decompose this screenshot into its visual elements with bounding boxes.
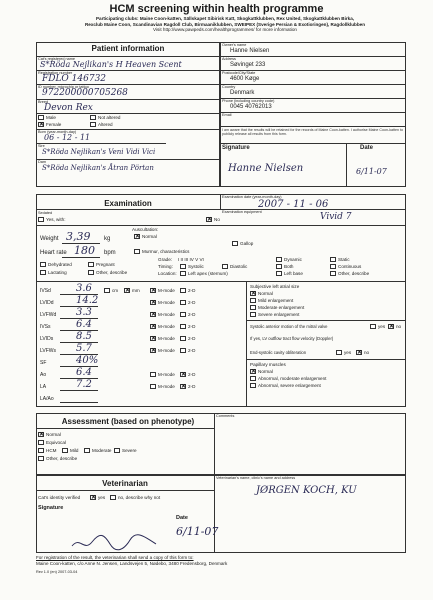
- assess-mild-label: Mild: [70, 448, 79, 453]
- measure-label: LVIDd: [40, 300, 54, 306]
- left-base-label: Left base: [284, 271, 303, 276]
- assess-normal-label: Normal: [46, 432, 61, 437]
- pap-moderate-label: Abnormal, moderate enlargement: [258, 376, 327, 381]
- lactating-label: Lactating: [48, 270, 67, 275]
- twod-checkbox[interactable]: ✕: [181, 372, 187, 378]
- owner-name-label: Owner's name: [222, 43, 247, 47]
- assess-severe-checkbox[interactable]: [114, 448, 120, 453]
- murmur-checkbox[interactable]: [134, 249, 140, 254]
- eso-yes-label: yes: [344, 350, 352, 355]
- twod-label: 2-D: [188, 312, 196, 317]
- measure-label: LVFWs: [40, 348, 57, 354]
- country-label: Country: [222, 85, 236, 89]
- id-verified-no-label: no, describe why not: [118, 495, 161, 500]
- measure-value[interactable]: 8.5: [76, 331, 92, 342]
- twod-label: 2-D: [188, 324, 196, 329]
- la-size-label: Subjective left atrial size: [250, 284, 300, 289]
- eso-no-label: no: [364, 350, 370, 355]
- pap-normal-label: Normal: [258, 369, 273, 374]
- mmode-checkbox[interactable]: ✕: [151, 336, 157, 342]
- assess-other-label: Other, describe: [46, 456, 78, 461]
- auscultation-label: Auscultation:: [132, 227, 159, 232]
- assess-moderate-checkbox[interactable]: [84, 448, 90, 453]
- sedated-yes-label: Yes, with:: [46, 217, 66, 222]
- mmode-checkbox[interactable]: ✕: [151, 312, 157, 318]
- twod-checkbox[interactable]: [180, 348, 186, 353]
- la-severe-label: Severe enlargement: [258, 312, 300, 317]
- gallop-label: Gallop: [240, 241, 254, 246]
- ausc-normal-label: Normal: [142, 234, 157, 239]
- id-verified-label: Cat's identity verified: [38, 495, 81, 500]
- id-number-value[interactable]: 972200000705268: [42, 88, 128, 98]
- static-label: Static: [338, 257, 350, 262]
- altered-checkbox[interactable]: [90, 122, 96, 127]
- exam-date-value[interactable]: 2007 - 11 - 06: [258, 199, 329, 210]
- pregnant-label: Pregnant: [96, 262, 115, 267]
- weight-unit: kg: [104, 236, 111, 242]
- measure-label: LA: [40, 384, 47, 390]
- unit-mm-checkbox[interactable]: ✕: [125, 288, 131, 294]
- assess-mild-checkbox[interactable]: [62, 448, 68, 453]
- measure-value[interactable]: 14.2: [76, 295, 99, 306]
- sam-no-label: no: [396, 324, 402, 329]
- dynamic-checkbox[interactable]: [276, 257, 282, 262]
- mmode-label: M-mode: [158, 336, 175, 341]
- la-moderate-label: Moderate enlargement: [258, 305, 305, 310]
- other-location-label: Other, describe: [338, 271, 370, 276]
- sedated-label: Sedated: [38, 211, 53, 215]
- assess-moderate-label: Moderate: [92, 448, 112, 453]
- unit-cm-checkbox[interactable]: [104, 288, 110, 293]
- sex-female-label: Female: [46, 122, 62, 127]
- vet-name-label: Veterinarian's name, clinic's name and address: [216, 476, 296, 480]
- vet-heading: Veterinarian: [102, 479, 148, 488]
- measure-label: LA/Ao: [40, 396, 54, 402]
- eso-yes-checkbox[interactable]: [336, 350, 342, 355]
- pap-moderate-checkbox[interactable]: [250, 376, 256, 381]
- examination-heading: Examination: [104, 199, 152, 208]
- diastolic-label: Diastolic: [230, 264, 248, 269]
- pap-severe-checkbox[interactable]: [250, 383, 256, 388]
- vet-date-value[interactable]: 6/11-07: [176, 525, 219, 538]
- equipment-label: Examination equipment: [222, 210, 262, 214]
- left-apex-checkbox[interactable]: [180, 271, 186, 276]
- measure-value[interactable]: 7.2: [76, 379, 92, 390]
- info-link-line: Visit http://www.pawpeds.com/healthprogrammes/ for more information: [153, 27, 297, 33]
- continuous-label: Continuous: [338, 264, 362, 269]
- unit-cm-label: cm: [112, 288, 119, 293]
- vet-signature-label: Signature: [38, 505, 64, 511]
- postcode-value[interactable]: 4600 Køge: [230, 76, 260, 82]
- equipment-value[interactable]: Vivid 7: [320, 212, 352, 222]
- mmode-checkbox[interactable]: ✕: [151, 348, 157, 354]
- grade-scale[interactable]: I II III IV V VI: [178, 257, 204, 262]
- twod-checkbox[interactable]: [180, 300, 186, 305]
- address-label: Address: [222, 57, 236, 61]
- owner-signature-value[interactable]: Hanne Nielsen: [228, 163, 304, 174]
- twod-label: 2-D: [188, 384, 196, 389]
- sam-no-checkbox[interactable]: ✕: [389, 324, 395, 330]
- measure-label: LVIDs: [40, 336, 54, 342]
- unit-mm-label: mm: [132, 288, 140, 293]
- murmur-label: Murmur, characteristics: [142, 249, 190, 254]
- twod-label: 2-D: [188, 300, 196, 305]
- other-condition-checkbox[interactable]: [88, 270, 94, 275]
- twod-checkbox[interactable]: [180, 288, 186, 293]
- twod-checkbox[interactable]: [180, 312, 186, 317]
- la-severe-checkbox[interactable]: [250, 312, 256, 317]
- dehydrated-checkbox[interactable]: [40, 262, 46, 267]
- sam-yes-label: yes: [378, 324, 386, 329]
- both-label: Both: [284, 264, 294, 269]
- pap-severe-label: Abnormal, severe enlargement: [258, 383, 321, 388]
- measure-underline: [60, 390, 98, 391]
- lactating-checkbox[interactable]: [40, 270, 46, 275]
- lvot-label: If yes, LV outflow tract flow velocity (Doppler): [250, 336, 334, 341]
- sedated-yes-checkbox[interactable]: [38, 217, 44, 222]
- sedated-no-checkbox[interactable]: ✕: [207, 217, 213, 223]
- not-altered-label: Not altered: [98, 115, 121, 120]
- reg-number-value[interactable]: FDLO 146732: [42, 74, 107, 84]
- country-value[interactable]: Denmark: [230, 90, 255, 96]
- mmode-label: M-mode: [158, 348, 175, 353]
- twod-checkbox[interactable]: [180, 336, 186, 341]
- la-mild-checkbox[interactable]: [250, 298, 256, 303]
- breed-label: Breed: [38, 100, 49, 104]
- other-condition-label: Other, describe: [96, 270, 128, 275]
- clubs-line-1: Participating clubs: Maine Coon-katten, Sällskapet Sibirisk Katt, Skogkattklubben, Rex United, Skogkattklubben Birka,: [95, 16, 355, 21]
- assess-hcm-checkbox[interactable]: [38, 448, 44, 453]
- phone-label: Phone (including country code): [222, 99, 275, 103]
- left-base-checkbox[interactable]: [276, 271, 282, 276]
- sex-female-checkbox[interactable]: ✕: [39, 122, 45, 128]
- mmode-checkbox[interactable]: [150, 384, 156, 389]
- measure-label: IVSd: [40, 288, 51, 294]
- owner-date-value[interactable]: 6/11-07: [356, 167, 387, 176]
- sex-male-label: Male: [46, 115, 56, 120]
- static-checkbox[interactable]: [330, 257, 336, 262]
- altered-label: Altered: [98, 122, 113, 127]
- sire-label: Sire: [38, 144, 45, 148]
- mmode-label: M-mode: [158, 324, 175, 329]
- id-number-label: ID number, microchip or tattoo: [38, 85, 89, 89]
- weight-value[interactable]: 3,39: [66, 230, 91, 243]
- mmode-label: M-mode: [158, 288, 175, 293]
- measure-value[interactable]: 40%: [76, 355, 99, 366]
- phone-value[interactable]: 0045 40762013: [230, 104, 272, 110]
- vet-name-value[interactable]: JØRGEN KOCH, KU: [256, 485, 357, 496]
- systolic-checkbox[interactable]: [180, 264, 186, 269]
- mmode-checkbox[interactable]: ✕: [151, 288, 157, 294]
- eso-label: End-systolic cavity obliteration: [250, 350, 307, 355]
- la-moderate-checkbox[interactable]: [250, 305, 256, 310]
- left-apex-label: Left apex (sternum): [188, 271, 228, 276]
- owner-name-value[interactable]: Hanne Nielsen: [230, 48, 270, 54]
- mmode-checkbox[interactable]: [150, 372, 156, 377]
- assess-other-checkbox[interactable]: [38, 456, 44, 461]
- email-label: Email: [222, 113, 232, 117]
- weight-label: Weight: [40, 236, 59, 242]
- mmode-checkbox[interactable]: ✕: [151, 300, 157, 306]
- timing-label: Timing:: [158, 264, 173, 269]
- sex-male-checkbox[interactable]: [38, 115, 44, 120]
- footer-line-2: Maine Coon-katten, c/o Anne N. Jensen, Landsvejen 5, Nødebo, 3480 Fredensborg, Denmark: [36, 561, 228, 566]
- mmode-label: M-mode: [158, 384, 175, 389]
- grade-label: Grade:: [158, 257, 173, 262]
- pregnant-checkbox[interactable]: [88, 262, 94, 267]
- not-altered-checkbox[interactable]: [90, 115, 96, 120]
- dynamic-label: Dynamic: [284, 257, 302, 262]
- clubs-line-2: Rexclub Maine Coon, Scandinavian Ragdoll Club, Birmaaniklubben, SWEIPEX (Sverige Persian & Exotioringen), Ragdollklubben: [84, 21, 365, 27]
- born-value[interactable]: 06 - 12 - 11: [44, 133, 91, 142]
- measure-label: SF: [40, 360, 47, 366]
- sam-yes-checkbox[interactable]: [370, 324, 376, 329]
- la-normal-label: Normal: [258, 291, 273, 296]
- cat-name-label: Cat's registered name: [38, 57, 76, 61]
- gallop-checkbox[interactable]: [232, 241, 238, 246]
- assess-hcm-label: HCM: [46, 448, 57, 453]
- measure-label: LVFWd: [40, 312, 57, 318]
- heart-rate-unit: bpm: [104, 250, 116, 256]
- mmode-label: M-mode: [158, 372, 175, 377]
- footer-line-1: For registration of the result, the veterinarian shall send a copy of this form to:: [36, 555, 194, 560]
- form-title: HCM screening within health programme: [109, 3, 324, 15]
- sam-label: Systolic anterior motion of the mitral valve: [250, 324, 328, 329]
- measure-underline: [60, 402, 98, 403]
- patient-heading: Patient information: [91, 44, 165, 53]
- born-label: Born (year-month-day): [38, 130, 77, 134]
- location-label: Location:: [158, 271, 177, 276]
- assess-equivocal-checkbox[interactable]: [38, 440, 44, 445]
- la-mild-label: Mild enlargement: [258, 298, 294, 303]
- assess-equivocal-label: Equivocal: [46, 440, 66, 445]
- reg-number-label: Registration number: [38, 71, 73, 75]
- address-value[interactable]: Søvinget 233: [230, 62, 266, 68]
- sire-value[interactable]: S*Röda Nejlikan's Veni Vidi Vici: [42, 148, 156, 156]
- measure-value[interactable]: 3.3: [76, 307, 92, 318]
- footer-version: Rev 1.0 (en) 2007-03-04: [36, 570, 78, 574]
- exam-date-label: Examination date (year-month-day): [222, 195, 282, 199]
- systolic-label: Systolic: [188, 264, 204, 269]
- pap-normal-checkbox[interactable]: ✕: [251, 369, 257, 375]
- dehydrated-label: Dehydrated: [48, 262, 72, 267]
- owner-date-label: Date: [360, 145, 374, 151]
- measure-label: IVSs: [40, 324, 51, 330]
- eso-no-checkbox[interactable]: ✕: [357, 350, 363, 356]
- breed-value[interactable]: Devon Rex: [44, 103, 93, 113]
- twod-label: 2-D: [188, 288, 196, 293]
- measure-value[interactable]: 6.4: [76, 319, 92, 330]
- sedated-no-label: No: [214, 217, 220, 222]
- vet-date-label: Date: [176, 515, 188, 521]
- id-verified-no-checkbox[interactable]: [110, 495, 116, 500]
- twod-label: 2-D: [188, 336, 196, 341]
- papillary-label: Papillary muscles: [250, 362, 286, 367]
- mmode-checkbox[interactable]: ✕: [151, 324, 157, 330]
- id-verified-yes-label: yes: [98, 495, 106, 500]
- measure-label: Ao: [40, 372, 47, 378]
- participating-clubs: [40, 16, 410, 33]
- mmode-label: M-mode: [158, 312, 175, 317]
- assess-normal-checkbox[interactable]: ✕: [39, 432, 45, 438]
- postcode-label: Postcode/City/State: [222, 71, 256, 75]
- dam-value[interactable]: S*Röda Nejlikan's Åtran Pörtan: [42, 164, 154, 172]
- ausc-normal-checkbox[interactable]: ✕: [135, 234, 141, 240]
- measure-value[interactable]: 6.4: [76, 367, 92, 378]
- vet-signature-scribble: [70, 532, 160, 554]
- heart-rate-value[interactable]: 180: [74, 244, 95, 257]
- measure-value[interactable]: 5.7: [76, 343, 92, 354]
- mmode-label: M-mode: [158, 300, 175, 305]
- signature-label: Signature: [222, 145, 250, 151]
- heart-rate-label: Heart rate: [40, 250, 67, 256]
- assess-severe-label: Severe: [122, 448, 137, 453]
- twod-label: 2-D: [188, 372, 196, 377]
- id-verified-yes-checkbox[interactable]: ✕: [91, 495, 97, 501]
- dam-label: Dam: [38, 160, 47, 164]
- continuous-checkbox[interactable]: [330, 264, 336, 269]
- twod-checkbox[interactable]: [180, 324, 186, 329]
- other-location-checkbox[interactable]: [330, 271, 336, 276]
- la-normal-checkbox[interactable]: ✕: [251, 291, 257, 297]
- comments-label: Comments: [216, 414, 235, 418]
- both-checkbox[interactable]: [276, 264, 282, 269]
- measure-value[interactable]: 3.6: [76, 283, 92, 294]
- cat-name-value[interactable]: S*Röda Nejlikan's H Heaven Scent: [40, 60, 182, 69]
- twod-checkbox[interactable]: ✕: [181, 384, 187, 390]
- assessment-heading: Assessment (based on phenotype): [61, 417, 195, 426]
- consent-text: I am aware that the results will be retained for the records of Maine Coon-katten. I authorise Maine Coon-katten to publicly release all results from this form.: [222, 128, 403, 137]
- twod-label: 2-D: [188, 348, 196, 353]
- diastolic-checkbox[interactable]: [222, 264, 228, 269]
